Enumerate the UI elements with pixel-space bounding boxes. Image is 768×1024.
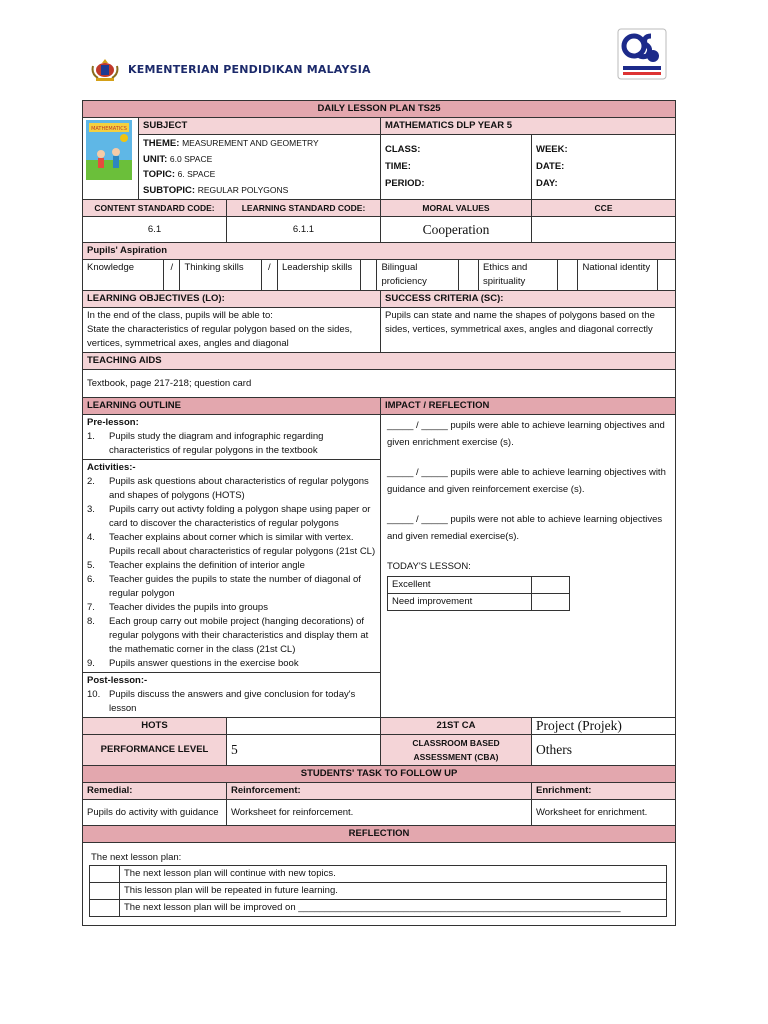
cba-value: Others bbox=[532, 735, 676, 766]
national-check bbox=[657, 260, 675, 291]
performance-label: PERFORMANCE LEVEL bbox=[83, 735, 227, 766]
item-number: 7. bbox=[87, 602, 95, 613]
item-text: Pupils discuss the answers and give conclusion for today's lesson bbox=[109, 689, 356, 714]
option-excellent: Excellent bbox=[388, 576, 532, 593]
list-item bbox=[87, 430, 376, 458]
textbook-image-icon bbox=[86, 120, 132, 180]
malaysia-crest-icon bbox=[90, 56, 120, 84]
ca-label: 21ST CA bbox=[381, 718, 532, 735]
item-number: 3. bbox=[87, 504, 95, 515]
item-text: Teacher guides the pupils to state the number of diagonal of regular polygon bbox=[109, 574, 361, 599]
item-text: Teacher divides the pupils into groups bbox=[109, 602, 268, 613]
item-text: Pupils answer questions in the exercise book bbox=[109, 658, 299, 669]
cba-label: CLASSROOM BASED ASSESSMENT (CBA) bbox=[381, 735, 532, 766]
aids-text: Textbook, page 217-218; question card bbox=[83, 370, 676, 398]
item-number: 10. bbox=[87, 689, 101, 700]
moral-value: Cooperation bbox=[381, 217, 532, 243]
item-number: 5. bbox=[87, 560, 95, 571]
reflection-label: REFLECTION bbox=[83, 826, 676, 843]
enrichment-label: Enrichment: bbox=[532, 783, 676, 800]
impact-reinforcement: _____ / _____ pupils were able to achieve learning objectives with guidance and given reinforcement exercise (s). bbox=[387, 467, 666, 495]
hots-value bbox=[227, 718, 381, 735]
next-option-3: The next lesson plan will be improved on _____________________________________________________________ bbox=[120, 900, 667, 917]
enrichment-text: Worksheet for enrichment. bbox=[532, 800, 676, 826]
cs-code-label: CONTENT STANDARD CODE: bbox=[83, 200, 227, 217]
excellent-check[interactable] bbox=[532, 576, 570, 593]
leadership-check bbox=[361, 260, 377, 291]
next-lesson-options bbox=[89, 865, 667, 917]
aspiration-leadership: Leadership skills bbox=[277, 260, 360, 291]
ethics-check bbox=[558, 260, 578, 291]
aspiration-ethics: Ethics and spirituality bbox=[478, 260, 557, 291]
moral-label: MORAL VALUES bbox=[381, 200, 532, 217]
next-option-check-1[interactable] bbox=[90, 866, 120, 883]
ts25-logo-icon bbox=[617, 28, 667, 80]
plan-title: DAILY LESSON PLAN TS25 bbox=[83, 101, 676, 118]
aspiration-knowledge: Knowledge bbox=[83, 260, 164, 291]
item-text: Pupils carry out activty folding a polygon shape using paper or card to discover the characteristics of regular polygons bbox=[109, 504, 371, 529]
pre-lesson-label: Pre-lesson: bbox=[87, 417, 139, 428]
reinforcement-text: Worksheet for reinforcement. bbox=[227, 800, 532, 826]
remedial-text: Pupils do activity with guidance bbox=[83, 800, 227, 826]
thinking-check: / bbox=[261, 260, 277, 291]
aspiration-label: Pupils' Aspiration bbox=[83, 243, 676, 260]
theme-block: THEME: MEASUREMENT AND GEOMETRY UNIT: 6.0 SPACE TOPIC: 6. SPACE SUBTOPIC: REGULAR POLYGONS bbox=[139, 135, 381, 200]
impact-remedial: _____ / _____ pupils were not able to achieve learning objectives and given remedial exercise(s). bbox=[387, 514, 663, 542]
impact-label: IMPACT / REFLECTION bbox=[381, 398, 676, 415]
impact-content bbox=[381, 415, 676, 718]
aids-label: TEACHING AIDS bbox=[83, 353, 676, 370]
remedial-label: Remedial: bbox=[83, 783, 227, 800]
cs-code: 6.1 bbox=[83, 217, 227, 243]
list-item bbox=[87, 503, 376, 531]
ls-code: 6.1.1 bbox=[227, 217, 381, 243]
week-date-day: WEEK: DATE: DAY: bbox=[532, 135, 676, 200]
item-number: 2. bbox=[87, 476, 95, 487]
list-item bbox=[87, 573, 376, 601]
aspiration-thinking: Thinking skills bbox=[180, 260, 261, 291]
performance-value: 5 bbox=[227, 735, 381, 766]
textbook-title: MATHEMATICS bbox=[91, 126, 127, 132]
post-lesson-label: Post-lesson:- bbox=[87, 675, 148, 686]
post-lesson-list bbox=[87, 688, 376, 716]
textbook-cover bbox=[83, 118, 139, 200]
cce-value bbox=[532, 217, 676, 243]
outline-content bbox=[83, 415, 381, 718]
task-label: STUDENTS' TASK TO FOLLOW UP bbox=[83, 766, 676, 783]
item-number: 4. bbox=[87, 532, 95, 543]
todays-lesson-options bbox=[387, 576, 570, 611]
list-item bbox=[87, 601, 376, 615]
todays-lesson-label: TODAY'S LESSON: bbox=[387, 561, 471, 572]
need-improvement-check[interactable] bbox=[532, 593, 570, 610]
sc-label: SUCCESS CRITERIA (SC): bbox=[381, 291, 676, 308]
knowledge-check: / bbox=[164, 260, 180, 291]
unit-value: 6.0 SPACE bbox=[169, 153, 213, 164]
item-number: 8. bbox=[87, 616, 95, 627]
cce-label: CCE bbox=[532, 200, 676, 217]
item-text: Pupils ask questions about characteristics of regular polygons and shapes of polygons (HOTS) bbox=[109, 476, 369, 501]
class-time-period: CLASS: TIME: PERIOD: bbox=[381, 135, 532, 200]
ministry-name: KEMENTERIAN PENDIDIKAN MALAYSIA bbox=[128, 63, 371, 76]
next-lesson-label: The next lesson plan: bbox=[91, 852, 182, 863]
sc-text: Pupils can state and name the shapes of polygons based on the sides, vertices, symmetrical axes, angles and diagonal correctly bbox=[381, 308, 676, 353]
item-number: 1. bbox=[87, 431, 95, 442]
next-option-1: The next lesson plan will continue with new topics. bbox=[120, 866, 667, 883]
topic-value: 6. SPACE bbox=[177, 169, 216, 179]
next-option-2: This lesson plan will be repeated in future learning. bbox=[120, 883, 667, 900]
list-item bbox=[87, 531, 376, 559]
next-option-check-3[interactable] bbox=[90, 900, 120, 917]
subject-label: SUBJECT bbox=[139, 118, 381, 135]
item-text: Teacher explains about corner which is similar with vertex. Pupils recall about characteristics of regular polygons (21st CL) bbox=[109, 532, 376, 557]
aspiration-national: National identity bbox=[578, 260, 657, 291]
impact-enrichment: _____ / _____ pupils were able to achieve learning objectives and given enrichment exercise (s). bbox=[387, 420, 665, 448]
item-text: Each group carry out mobile project (hanging decorations) of regular polygons with their characteristics and display them at the mathematic corner in the class (21st CL) bbox=[109, 616, 369, 655]
item-text: Pupils study the diagram and infographic regarding characteristics of regular polygons in the textbook bbox=[109, 431, 324, 456]
lesson-plan-table bbox=[82, 100, 676, 926]
lo-text: In the end of the class, pupils will be able to: State the characteristics of regular polygon based on the sides, vertices, symmetrical axes, angles and diagonal bbox=[83, 308, 381, 353]
list-item bbox=[87, 475, 376, 503]
theme-value: MEASUREMENT AND GEOMETRY bbox=[182, 138, 319, 148]
ls-code-label: LEARNING STANDARD CODE: bbox=[227, 200, 381, 217]
hots-label: HOTS bbox=[83, 718, 227, 735]
subject-value: MATHEMATICS DLP YEAR 5 bbox=[381, 118, 676, 135]
aspirations-row bbox=[83, 260, 676, 291]
list-item bbox=[87, 657, 376, 671]
reflection-content bbox=[83, 843, 676, 926]
list-item bbox=[87, 615, 376, 657]
list-item bbox=[87, 559, 376, 573]
next-option-check-2[interactable] bbox=[90, 883, 120, 900]
outline-label: LEARNING OUTLINE bbox=[83, 398, 381, 415]
option-need-improvement: Need improvement bbox=[388, 593, 532, 610]
item-number: 9. bbox=[87, 658, 95, 669]
aspiration-bilingual: Bilingual proficiency bbox=[377, 260, 458, 291]
list-item bbox=[87, 688, 376, 716]
reinforcement-label: Reinforcement: bbox=[227, 783, 532, 800]
pre-lesson-list bbox=[87, 430, 376, 458]
item-number: 6. bbox=[87, 574, 95, 585]
activities-list bbox=[87, 475, 376, 671]
bilingual-check bbox=[458, 260, 478, 291]
subtopic-value: REGULAR POLYGONS bbox=[197, 184, 289, 195]
activities-label: Activities:- bbox=[87, 462, 136, 473]
ca-value: Project (Projek) bbox=[532, 718, 676, 735]
item-text: Teacher explains the definition of interior angle bbox=[109, 560, 305, 571]
lo-label: LEARNING OBJECTIVES (LO): bbox=[83, 291, 381, 308]
